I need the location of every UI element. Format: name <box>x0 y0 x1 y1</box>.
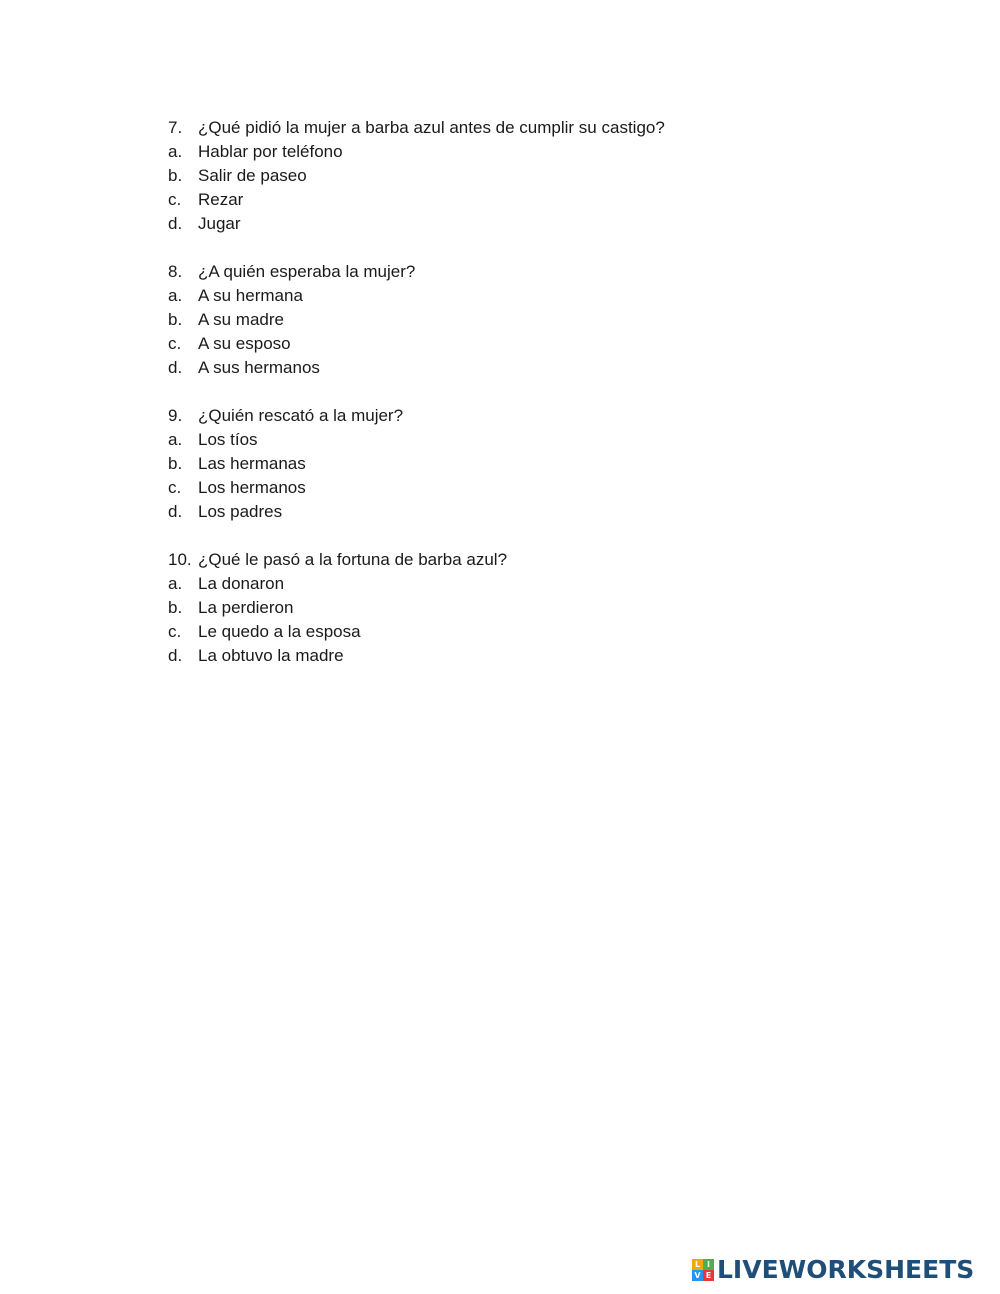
option-letter: c. <box>168 334 182 353</box>
logo-mark-letter: I <box>703 1259 714 1270</box>
question-number: 10. <box>168 550 192 569</box>
option-item <box>0 308 1000 332</box>
option-text: La obtuvo la madre <box>198 646 344 665</box>
option-letter: d. <box>168 358 183 377</box>
option-text: La perdieron <box>198 598 294 617</box>
option-item <box>0 620 1000 644</box>
question-line <box>0 548 1000 572</box>
option-letter: c. <box>168 478 182 497</box>
option-item <box>0 428 1000 452</box>
option-item <box>0 452 1000 476</box>
question-line <box>0 260 1000 284</box>
question-text: ¿A quién esperaba la mujer? <box>198 262 416 281</box>
question-text: ¿Qué le pasó a la fortuna de barba azul? <box>198 550 508 569</box>
option-letter: b. <box>168 310 183 329</box>
option-text: Jugar <box>198 214 241 233</box>
question-10 <box>0 548 1000 668</box>
question-text: ¿Qué pidió la mujer a barba azul antes de cumplir su castigo? <box>198 118 665 137</box>
option-letter: a. <box>168 142 183 161</box>
logo-text: LIVEWORKSHEETS <box>717 1255 975 1284</box>
option-letter: c. <box>168 622 182 641</box>
option-text: Salir de paseo <box>198 166 307 185</box>
option-letter: b. <box>168 166 183 185</box>
logo-mark-letter: E <box>703 1270 714 1281</box>
option-text: A su esposo <box>198 334 291 353</box>
option-letter: b. <box>168 454 183 473</box>
question-number: 8. <box>168 262 183 281</box>
logo-mark-letter: L <box>692 1259 703 1270</box>
question-line <box>0 404 1000 428</box>
option-text: Los tíos <box>198 430 258 449</box>
option-text: Hablar por teléfono <box>198 142 343 161</box>
option-letter: d. <box>168 214 183 233</box>
option-item <box>0 284 1000 308</box>
option-text: Le quedo a la esposa <box>198 622 361 641</box>
option-text: Los padres <box>198 502 283 521</box>
option-letter: a. <box>168 286 183 305</box>
option-item <box>0 212 1000 236</box>
option-text: A su madre <box>198 310 284 329</box>
logo-mark-letter: V <box>692 1270 703 1281</box>
question-number: 7. <box>168 118 183 137</box>
option-text: A su hermana <box>198 286 303 305</box>
option-item <box>0 596 1000 620</box>
option-letter: d. <box>168 502 183 521</box>
option-letter: a. <box>168 574 183 593</box>
option-item <box>0 140 1000 164</box>
logo-mark-icon <box>692 1259 714 1281</box>
option-letter: c. <box>168 190 182 209</box>
option-item <box>0 188 1000 212</box>
option-text: Rezar <box>198 190 244 209</box>
option-letter: a. <box>168 430 183 449</box>
option-item <box>0 500 1000 524</box>
question-line <box>0 116 1000 140</box>
liveworksheets-logo <box>692 1256 974 1284</box>
question-number: 9. <box>168 406 183 425</box>
option-item <box>0 476 1000 500</box>
option-item <box>0 644 1000 668</box>
option-item <box>0 164 1000 188</box>
question-7 <box>0 116 1000 236</box>
option-item <box>0 572 1000 596</box>
option-text: A sus hermanos <box>198 358 320 377</box>
option-text: La donaron <box>198 574 285 593</box>
option-item <box>0 356 1000 380</box>
question-9 <box>0 404 1000 524</box>
option-letter: d. <box>168 646 183 665</box>
question-8 <box>0 260 1000 380</box>
question-text: ¿Quién rescató a la mujer? <box>198 406 404 425</box>
option-letter: b. <box>168 598 183 617</box>
option-text: Las hermanas <box>198 454 306 473</box>
option-item <box>0 332 1000 356</box>
option-text: Los hermanos <box>198 478 306 497</box>
worksheet <box>0 116 1000 692</box>
